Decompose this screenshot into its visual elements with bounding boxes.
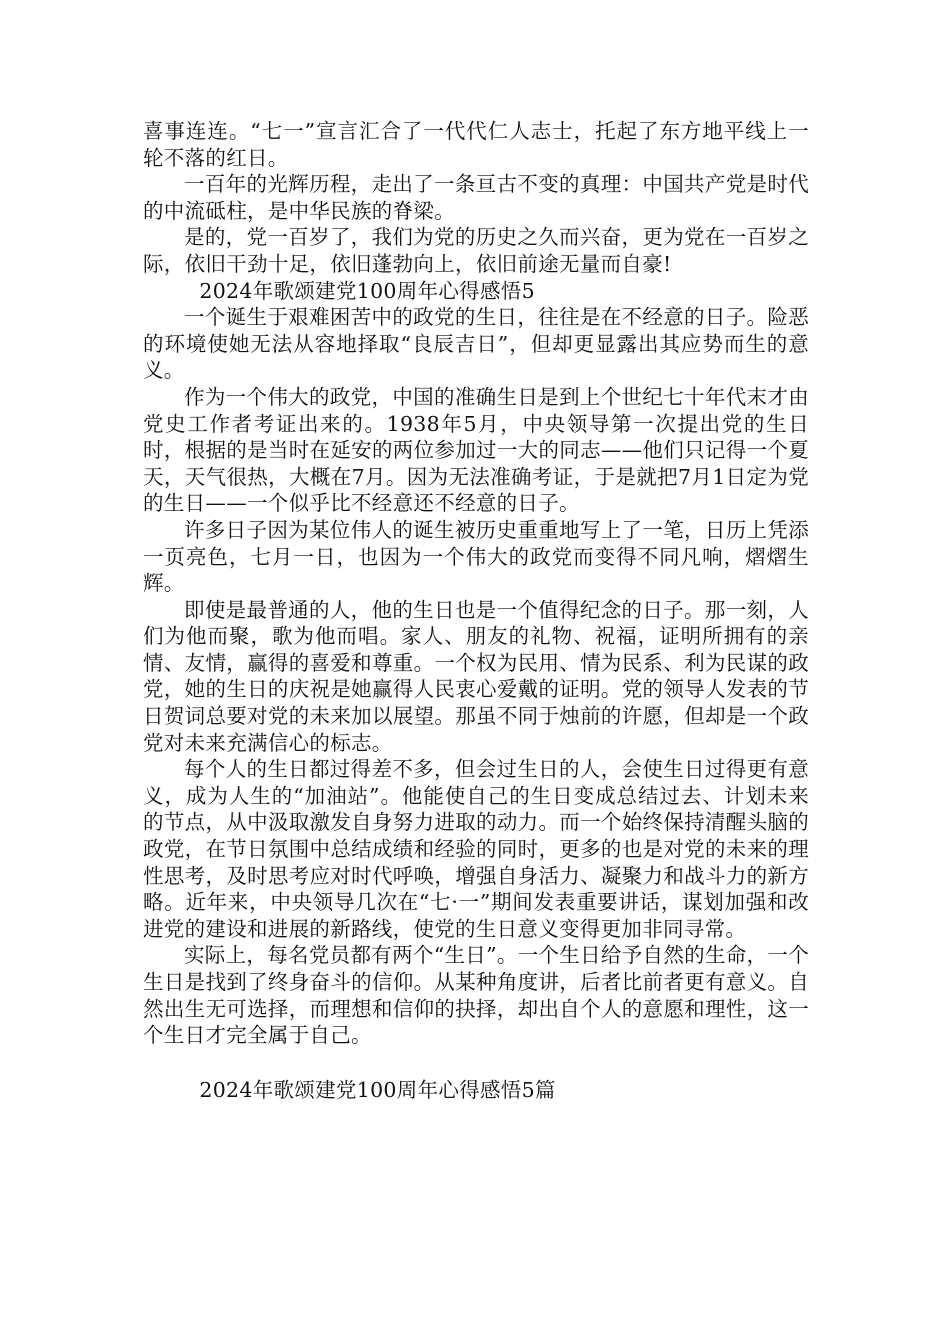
paragraph-date-verification: 作为一个伟大的政党，中国的准确生日是到上个世纪七十年代末才由党史工作者考证出来的。1938年5月，中央领导第一次提出党的生日时，根据的是当时在延安的两位参加过一大的同志——他们只记得一个夏天，天气很热，大概在7月。因为无法准确考证，于是就把7月1日定为党的生日——一个似乎比不经意还不经意的日子。 (143, 384, 809, 516)
paragraph-pride: 是的，党一百岁了，我们为党的历史之久而兴奋，更为党在一百岁之际，依旧干劲十足，依旧蓬勃向上，依旧前途无量而自豪! (143, 225, 809, 276)
spacer (143, 1049, 809, 1077)
paragraph-truth: 一百年的光辉历程，走出了一条亘古不变的真理：中国共产党是时代的中流砥柱，是中华民族的脊梁。 (143, 172, 809, 223)
paragraph-two-birthdays: 实际上，每名党员都有两个“生日”。一个生日给予自然的生命，一个生日是找到了终身奋斗的信仰。从某种角度讲，后者比前者更有意义。自然出生无可选择，而理想和信仰的抉择，却出自个人的意愿和理性，这一个生日才完全属于自己。 (143, 943, 809, 1048)
paragraph-continuation: 喜事连连。“七一”宣言汇合了一代代仁人志士，托起了东方地平线上一轮不落的红日。 (143, 119, 809, 170)
footer-title: 2024年歌颂建党100周年心得感悟5篇 (199, 1077, 556, 1102)
document-body (143, 118, 809, 1103)
paragraph-calendar: 许多日子因为某位伟人的诞生被历史重重地写上了一笔，日历上凭添一页亮色，七月一日，也因为一个伟大的政党而变得不同凡响，熠熠生辉。 (143, 517, 809, 596)
section-heading: 2024年歌颂建党100周年心得感悟5 (199, 278, 535, 303)
paragraph-ordinary-people: 即使是最普通的人，他的生日也是一个值得纪念的日子。那一刻，人们为他而聚，歌为他而唱。家人、朋友的礼物、祝福，证明所拥有的亲情、友情，赢得的喜爱和尊重。一个权为民用、情为民系、利为民谋的政党，她的生日的庆祝是她赢得人民衷心爱戴的证明。党的领导人发表的节日贺词总要对党的未来加以展望。那虽不同于烛前的许愿，但却是一个政党对未来充满信心的标志。 (143, 597, 809, 755)
paragraph-meaningful-birthday: 每个人的生日都过得差不多，但会过生日的人，会使生日过得更有意义，成为人生的“加油站”。他能使自己的生日变成总结过去、计划未来的节点，从中汲取激发自身努力进取的动力。而一个始终保持清醒头脑的政党，在节日氛围中总结成绩和经验的同时，更多的也是对党的未来的理性思考，及时思考应对时代呼唤，增强自身活力、凝聚力和战斗力的新方略。近年来，中央领导几次在“七·一”期间发表重要讲话，谋划加强和改进党的建设和进展的新路线，使党的生日意义变得更加非同寻常。 (143, 757, 809, 941)
paragraph-birthday-origin: 一个诞生于艰难困苦中的政党的生日，往往是在不经意的日子。险恶的环境使她无法从容地择取“良辰吉日”，但却更显露出其应势而生的意义。 (143, 305, 809, 383)
